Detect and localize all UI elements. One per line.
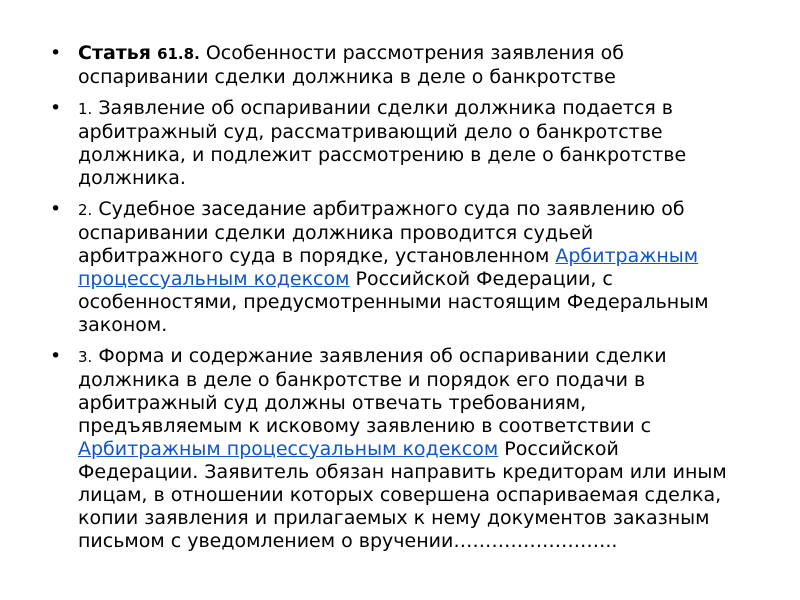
list-item-clause-1 <box>50 97 740 190</box>
clause-number: 1. <box>78 100 93 118</box>
clause-text-before-link: Судебное заседание арбитражного суда по заявлению об оспаривании сделки должника проводится судьей арбитражного суда в порядке, установленном <box>78 198 685 267</box>
article-title-text: Особенности рассмотрения заявления об оспаривании сделки должника в деле о банкротстве <box>78 42 625 88</box>
article-label: Статья <box>78 42 152 64</box>
bullet-icon: • <box>50 198 62 220</box>
list-item-clause-3 <box>50 345 740 553</box>
bullet-icon: • <box>50 97 62 119</box>
clause-number: 2. <box>78 201 93 219</box>
list-item-title <box>50 42 740 89</box>
apk-link[interactable]: Арбитражным процессуальным кодексом <box>78 245 699 290</box>
article-number: 61.8. <box>157 45 200 63</box>
list-item-clause-2 <box>50 198 740 337</box>
clause-text: Заявление об оспаривании сделки должника подается в арбитражный суд, рассматривающий дело о банкротстве должника, и подлежит рассмотрению в деле о банкротстве должника. <box>78 97 687 189</box>
article-list <box>50 42 740 561</box>
clause-text-before-link: Форма и содержание заявления об оспаривании сделки должника в деле о банкротстве и порядок его подачи в арбитражный суд должны отвечать требованиям, предъявляемым к исковому заявлению в соответствии с <box>78 345 667 437</box>
bullet-icon: • <box>50 345 62 367</box>
clause-number: 3. <box>78 348 93 366</box>
bullet-icon: • <box>50 42 62 64</box>
clause-text-after-link: Российской Федерации. Заявитель обязан направить кредиторам или иным лицам, в отношении которых совершена оспариваемая сделка, копии заявления и прилагаемых к нему документов заказным письмом с уведомлением о вручении…………………….. <box>78 438 727 552</box>
apk-link[interactable]: Арбитражным процессуальным кодексом <box>78 438 499 460</box>
clause-text-after-link: Российской Федерации, с особенностями, предусмотренными настоящим Федеральным законом. <box>78 268 709 336</box>
